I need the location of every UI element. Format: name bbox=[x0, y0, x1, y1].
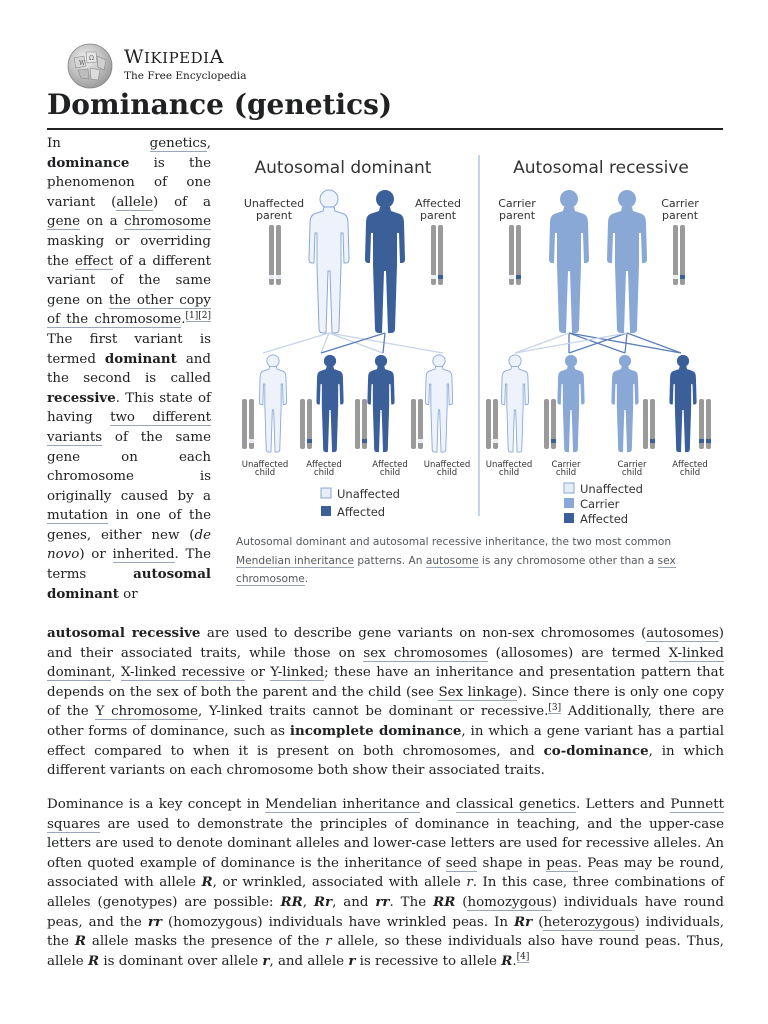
left-parent1-label-b: parent bbox=[255, 209, 293, 222]
left-child2-label-b: child bbox=[313, 468, 335, 478]
right-parent1-gene-mark-b bbox=[516, 275, 521, 279]
right-legend-unaffected-swatch bbox=[564, 483, 574, 493]
left-child4-figure bbox=[425, 355, 452, 452]
right-child1-label-a: Unaffected bbox=[485, 460, 533, 470]
link-mendelian-inheritance[interactable]: Mendelian inheritance bbox=[236, 554, 354, 567]
ref-1[interactable]: [1] bbox=[185, 310, 199, 321]
inheritance-figure[interactable] bbox=[233, 141, 723, 531]
term-incomplete-dominance: incomplete dominance bbox=[289, 722, 462, 739]
link-allele[interactable]: allele bbox=[116, 194, 154, 210]
left-parent1-label-a: Unaffected bbox=[243, 197, 305, 210]
right-child4-label-a: Affected bbox=[672, 460, 708, 470]
left-affected-parent-figure bbox=[365, 190, 405, 333]
right-parent1-label-a: Carrier bbox=[498, 197, 536, 210]
link-mendelian-inheritance-2[interactable]: Mendelian inheritance bbox=[265, 797, 420, 812]
ref-4[interactable]: [4] bbox=[516, 952, 530, 963]
right-child2-label-a: Carrier bbox=[551, 460, 581, 470]
link-two-different-variants[interactable]: two different variants bbox=[47, 410, 211, 445]
paragraph-2: Dominance is a key concept in Mendelian inheritance and classical genetics. Letters and Punnett squares are used to demonstrate the principles of dominance in teaching, and the upper-case letters are used to denote dominant alleles and lower-case letters are used for recessive alleles. An often quoted example of dominance is the inheritance of seed shape in peas. Peas may be round, associated with allele R, or wrinkled, associated with allele r. In this case, three combinations of alleles (genotypes) are possible: RR, Rr, and rr. The RR (homozygous) individuals have round peas, and the rr (homozygous) individuals have wrinkled peas. In Rr (heterozygous) individuals, the R allele masks the presence of the r allele, so these individuals also have round peas. Thus, allele R is dominant over allele r, and allele r is recessive to allele R.[4] bbox=[47, 797, 724, 969]
ref-3[interactable]: [3] bbox=[548, 702, 562, 713]
term-autosomal-dominant: autosomal dominant bbox=[47, 566, 211, 602]
figure-caption: Autosomal dominant and autosomal recessive inheritance, the two most common Mendelian inheritance patterns. An autosome is any chromosome other than a sex chromosome. bbox=[236, 536, 676, 585]
left-child3-figure bbox=[367, 355, 394, 452]
legend-affected-label: Affected bbox=[337, 505, 386, 519]
right-legend-unaffected-label: Unaffected bbox=[580, 482, 643, 496]
link-mutation[interactable]: mutation bbox=[47, 508, 109, 524]
right-legend-carrier-label: Carrier bbox=[580, 497, 620, 511]
right-legend-carrier-swatch bbox=[564, 498, 574, 508]
right-child2-label-b: child bbox=[555, 468, 577, 478]
right-arrows bbox=[569, 333, 681, 353]
svg-text:Ω: Ω bbox=[89, 55, 94, 62]
wordmark-first: W bbox=[124, 46, 145, 68]
right-parent2-gene-mark-b bbox=[680, 275, 685, 279]
link-seed[interactable]: seed bbox=[445, 855, 478, 871]
legend-unaffected-swatch bbox=[321, 488, 331, 498]
left-parent1-gene-mark bbox=[276, 275, 281, 279]
left-child3-label-a: Affected bbox=[372, 460, 408, 470]
left-parent2-gene-mark bbox=[431, 275, 436, 279]
link-effect[interactable]: effect bbox=[74, 253, 114, 269]
legend-unaffected-label: Unaffected bbox=[337, 487, 400, 501]
left-child2-figure bbox=[316, 355, 343, 452]
left-child4-label-b: child bbox=[436, 468, 458, 478]
autosomal-recessive-title: Autosomal recessive bbox=[513, 158, 689, 178]
left-parent2-label-b: parent bbox=[419, 209, 457, 222]
right-parent2-label-a: Carrier bbox=[661, 197, 699, 210]
wikipedia-globe-logo-icon[interactable] bbox=[66, 42, 114, 90]
right-child4-figure bbox=[669, 355, 696, 452]
left-parent-chromosomes bbox=[269, 225, 443, 285]
link-y-chromosome[interactable]: Y chromosome bbox=[95, 704, 198, 720]
wordmark-rest: IKIPEDI bbox=[144, 49, 210, 67]
link-punnett-squares[interactable]: Punnett squares bbox=[47, 797, 724, 832]
left-parent2-label-a: Affected bbox=[415, 197, 461, 210]
right-parent1-gene-mark bbox=[509, 275, 514, 279]
term-dominant: dominant bbox=[104, 350, 177, 367]
ref-2[interactable]: [2] bbox=[198, 310, 211, 321]
right-parent2-gene-mark bbox=[673, 275, 678, 279]
right-arrows-light bbox=[515, 333, 627, 353]
link-genetics[interactable]: genetics bbox=[149, 136, 207, 151]
link-heterozygous[interactable]: heterozygous bbox=[543, 914, 635, 930]
right-child3-figure bbox=[611, 355, 638, 452]
right-legend-affected-label: Affected bbox=[580, 512, 629, 526]
wordmark-last: A bbox=[209, 46, 224, 68]
right-child1-label-b: child bbox=[498, 468, 520, 478]
link-autosomes[interactable]: autosomes bbox=[646, 626, 719, 641]
link-y-linked[interactable]: Y-linked bbox=[270, 665, 325, 681]
right-carrier-parent2-figure bbox=[607, 190, 647, 333]
link-x-linked-dominant[interactable]: X-linked dominant bbox=[47, 645, 724, 681]
left-child2-label-a: Affected bbox=[306, 460, 342, 470]
paragraph-1-column: In genetics, dominance is the phenomenon of one variant (allele) of a gene on a chromosome masking or overriding the effect of a different variant of the same gene on the other copy of the chromosome.[1][2] The first variant is termed dominant and the second is called recessive. This state of having two different variants of the same gene on each chromosome is originally caused by a mutation in one of the genes, either new (de novo) or inherited. The terms autosomal dominant or bbox=[47, 136, 212, 602]
title-underline-divider bbox=[47, 128, 723, 130]
left-parent2-gene-mark-b bbox=[438, 275, 443, 279]
right-child3-label-b: child bbox=[621, 468, 643, 478]
right-carrier-parent1-figure bbox=[549, 190, 589, 333]
right-parent2-label-b: parent bbox=[661, 209, 699, 222]
link-peas[interactable]: peas bbox=[546, 855, 578, 871]
term-autosomal-recessive: autosomal recessive bbox=[47, 625, 201, 641]
term-recessive: recessive bbox=[47, 389, 116, 406]
link-sex-chromosome[interactable]: sex chromosome bbox=[236, 554, 676, 585]
right-parent1-label-b: parent bbox=[498, 209, 536, 222]
right-child4-label-b: child bbox=[679, 468, 701, 478]
legend-affected-swatch bbox=[321, 506, 331, 516]
left-child1-label-a: Unaffected bbox=[241, 460, 289, 470]
link-autosome[interactable]: autosome bbox=[425, 554, 479, 567]
right-legend-affected-swatch bbox=[564, 513, 574, 523]
term-de-novo: de novo bbox=[47, 527, 211, 563]
paragraph-1-continued: autosomal recessive are used to describe gene variants on non-sex chromosomes (autosomes) and their associated traits, while those on sex chromosomes (allosomes) are termed X-linked dominant, X-linked recessive or Y-linked; these have an inheritance and presentation pattern that depends on the sex of both the parent and the child (see Sex linkage). Since there is only one copy of the Y chromosome, Y-linked traits cannot be dominant or recessive.[3] Additionally, there are other forms of dominance, such as incomplete dominance, in which a gene variant has a partial effect compared to when it is present on both chromosomes, and co-dominance, in which different variants on each chromosome both show their associated traits. bbox=[47, 625, 725, 779]
svg-text:W: W bbox=[79, 60, 86, 67]
wikipedia-wordmark[interactable] bbox=[124, 46, 224, 68]
link-classical-genetics[interactable]: classical genetics bbox=[455, 797, 576, 812]
term-co-dominance: co-dominance bbox=[543, 742, 649, 759]
link-sex-chromosomes[interactable]: sex chromosomes bbox=[363, 645, 488, 661]
left-child4-label-a: Unaffected bbox=[423, 460, 471, 470]
right-child2-figure bbox=[557, 355, 584, 452]
left-parent1-gene-mark-b bbox=[269, 275, 274, 279]
left-child1-label-b: child bbox=[254, 468, 276, 478]
left-child1-figure bbox=[259, 355, 286, 452]
link-x-linked-recessive[interactable]: X-linked recessive bbox=[120, 665, 246, 681]
link-chromosome[interactable]: chromosome bbox=[124, 214, 211, 230]
term-dominance: dominance bbox=[47, 154, 130, 171]
left-child3-label-b: child bbox=[379, 468, 401, 478]
right-parent-chromosomes bbox=[509, 225, 685, 285]
article-title: Dominance (genetics) bbox=[47, 88, 393, 121]
inheritance-diagram bbox=[233, 141, 723, 531]
link-other-copy[interactable]: the other copy of the chromosome bbox=[47, 292, 211, 328]
right-child3-label-a: Carrier bbox=[617, 460, 647, 470]
right-child1-figure bbox=[501, 355, 528, 452]
link-gene[interactable]: gene bbox=[47, 214, 81, 230]
link-homozygous[interactable]: homozygous bbox=[467, 894, 552, 910]
wikipedia-tagline: The Free Encyclopedia bbox=[124, 70, 247, 82]
autosomal-dominant-title: Autosomal dominant bbox=[254, 158, 432, 178]
link-inherited[interactable]: inherited bbox=[112, 547, 175, 563]
link-sex-linkage[interactable]: Sex linkage bbox=[438, 684, 518, 700]
left-unaffected-parent-figure bbox=[309, 190, 349, 333]
